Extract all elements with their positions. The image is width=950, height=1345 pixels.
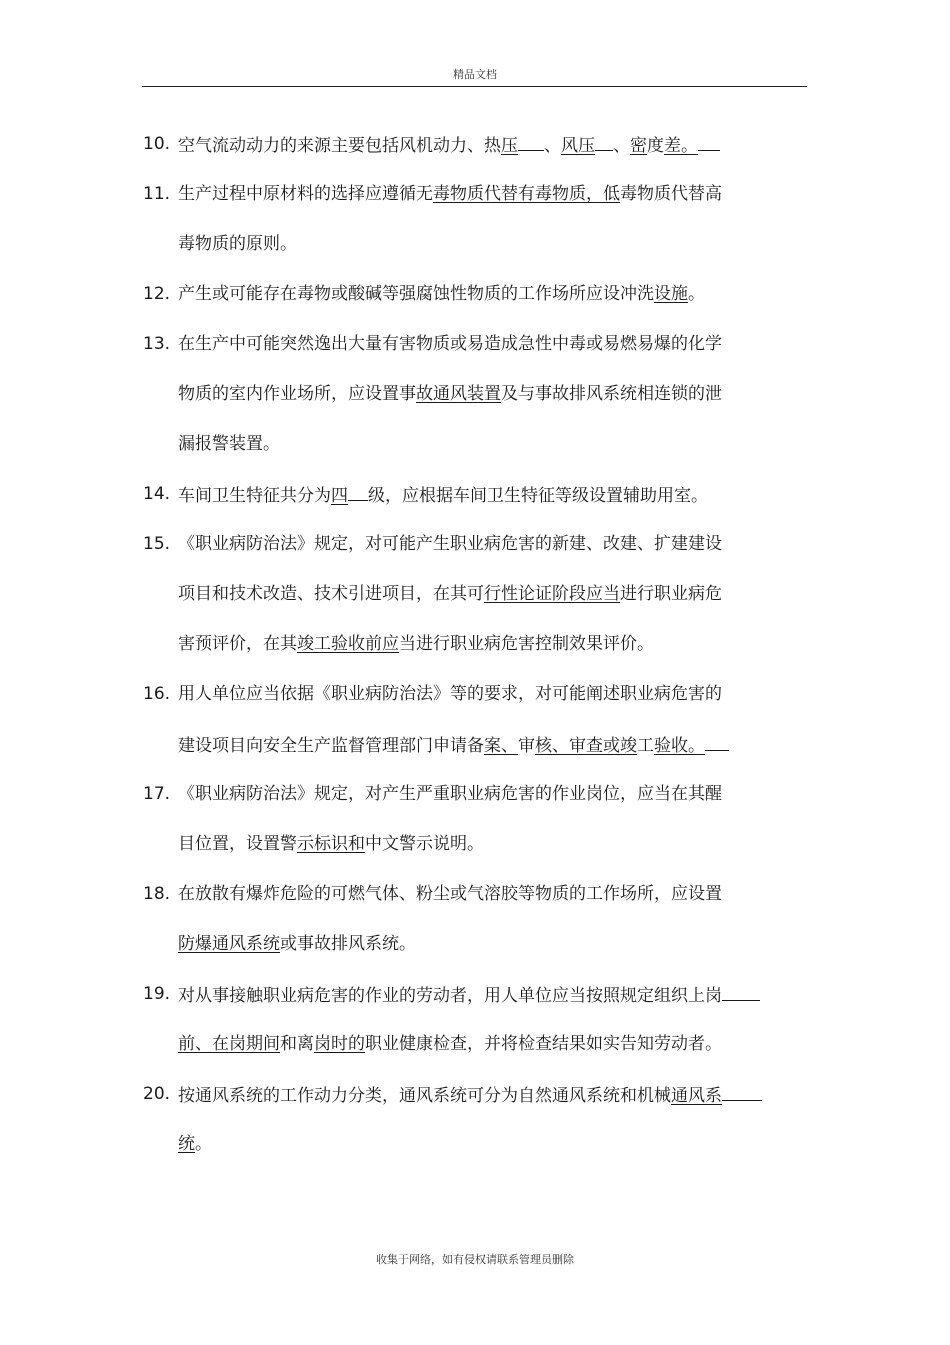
answer-blank bbox=[722, 1082, 762, 1101]
page-footer: 收集于网络，如有侵权请联系管理员删除 bbox=[376, 1253, 574, 1266]
answer-blank: 防爆通风系统 bbox=[178, 934, 280, 954]
question-number: 10. bbox=[143, 134, 171, 154]
answer-blank: 或竣 bbox=[603, 736, 637, 756]
answer-blank: 案、 bbox=[484, 736, 518, 756]
answer-blank: 岗时的 bbox=[314, 1034, 365, 1054]
answer-blank: 验收。 bbox=[654, 736, 705, 756]
page-header: 精品文档 bbox=[453, 68, 497, 81]
question-number: 14. bbox=[143, 484, 171, 504]
question-number: 17. bbox=[143, 784, 171, 804]
question-text: 在生产中可能突然逸出大量有害物质或易造成急性中毒或易燃易爆的化学 bbox=[178, 334, 722, 354]
answer-blank bbox=[518, 132, 544, 151]
question-number: 19. bbox=[143, 984, 171, 1004]
question-text: 漏报警装置。 bbox=[178, 434, 280, 454]
answer-blank: 前、 bbox=[178, 1034, 212, 1054]
answer-blank bbox=[722, 982, 760, 1001]
answer-blank: 差。 bbox=[664, 136, 698, 156]
question-text: 建设项目向安全生产监督管理部门申请备案、审核、审查或竣工验收。 bbox=[178, 732, 729, 758]
answer-blank: 在岗期间 bbox=[212, 1034, 280, 1054]
question-text: 项目和技术改造、技术引进项目，在其可行性论证阶段应当进行职业病危 bbox=[178, 584, 722, 604]
question-text: 按通风系统的工作动力分类，通风系统可分为自然通风系统和机械通风系 bbox=[178, 1082, 762, 1108]
answer-blank bbox=[348, 482, 368, 501]
question-text: 空气流动动力的来源主要包括风机动力、热压 、风压 、密度差。 bbox=[178, 132, 720, 158]
answer-blank: 风压 bbox=[561, 136, 595, 156]
question-text: 生产过程中原材料的选择应遵循无毒物质代替有毒物质，低毒物质代替高 bbox=[178, 184, 722, 204]
question-text: 对从事接触职业病危害的作业的劳动者，用人单位应当按照规定组织上岗 bbox=[178, 982, 760, 1008]
answer-blank: 行性论证阶段应当 bbox=[484, 584, 620, 604]
answer-blank: 示标识和 bbox=[297, 834, 365, 854]
question-number: 18. bbox=[143, 884, 171, 904]
question-text: 在放散有爆炸危险的可燃气体、粉尘或气溶胶等物质的工作场所，应设置 bbox=[178, 884, 722, 904]
question-number: 16. bbox=[143, 684, 171, 704]
answer-blank: 竣工验收前应 bbox=[297, 634, 399, 654]
answer-blank: 核、 bbox=[535, 736, 569, 756]
question-text: 产生或可能存在毒物或酸碱等强腐蚀性物质的工作场所应设冲洗设施。 bbox=[178, 284, 705, 304]
question-number: 13. bbox=[143, 334, 171, 354]
answer-blank: 四 bbox=[331, 486, 348, 506]
answer-blank bbox=[595, 132, 613, 151]
answer-blank bbox=[698, 132, 720, 151]
question-text: 统。 bbox=[178, 1134, 212, 1154]
header-rule bbox=[142, 86, 807, 87]
question-text: 前、在岗期间和离岗时的职业健康检查，并将检查结果如实告知劳动者。 bbox=[178, 1034, 722, 1054]
question-text: 物质的室内作业场所，应设置事故通风装置及与事故排风系统相连锁的泄 bbox=[178, 384, 722, 404]
question-text: 车间卫生特征共分为四 级，应根据车间卫生特征等级设置辅助用室。 bbox=[178, 482, 708, 508]
answer-blank: 设施 bbox=[654, 284, 688, 304]
answer-blank: 审查 bbox=[569, 736, 603, 756]
answer-blank: 压 bbox=[501, 136, 518, 156]
question-text: 目位置，设置警示标识和中文警示说明。 bbox=[178, 834, 484, 854]
answer-blank bbox=[705, 732, 729, 751]
question-text: 用人单位应当依据《职业病防治法》等的要求，对可能阐述职业病危害的 bbox=[178, 684, 722, 704]
answer-blank: 统 bbox=[178, 1134, 195, 1154]
answer-blank: 故通风装置 bbox=[416, 384, 501, 404]
question-number: 20. bbox=[143, 1084, 171, 1104]
answer-blank: 密 bbox=[630, 136, 647, 156]
question-number: 12. bbox=[143, 284, 171, 304]
question-text: 防爆通风系统或事故排风系统。 bbox=[178, 934, 416, 954]
question-text: 毒物质的原则。 bbox=[178, 234, 297, 254]
question-text: 害预评价，在其竣工验收前应当进行职业病危害控制效果评价。 bbox=[178, 634, 654, 654]
answer-blank: 毒物质代替有毒物质，低 bbox=[433, 184, 620, 204]
question-number: 11. bbox=[143, 184, 171, 204]
question-text: 《职业病防治法》规定，对产生严重职业病危害的作业岗位，应当在其醒 bbox=[178, 784, 722, 804]
answer-blank: 通风系 bbox=[671, 1086, 722, 1106]
question-text: 《职业病防治法》规定，对可能产生职业病危害的新建、改建、扩建建设 bbox=[178, 534, 722, 554]
question-number: 15. bbox=[143, 534, 171, 554]
